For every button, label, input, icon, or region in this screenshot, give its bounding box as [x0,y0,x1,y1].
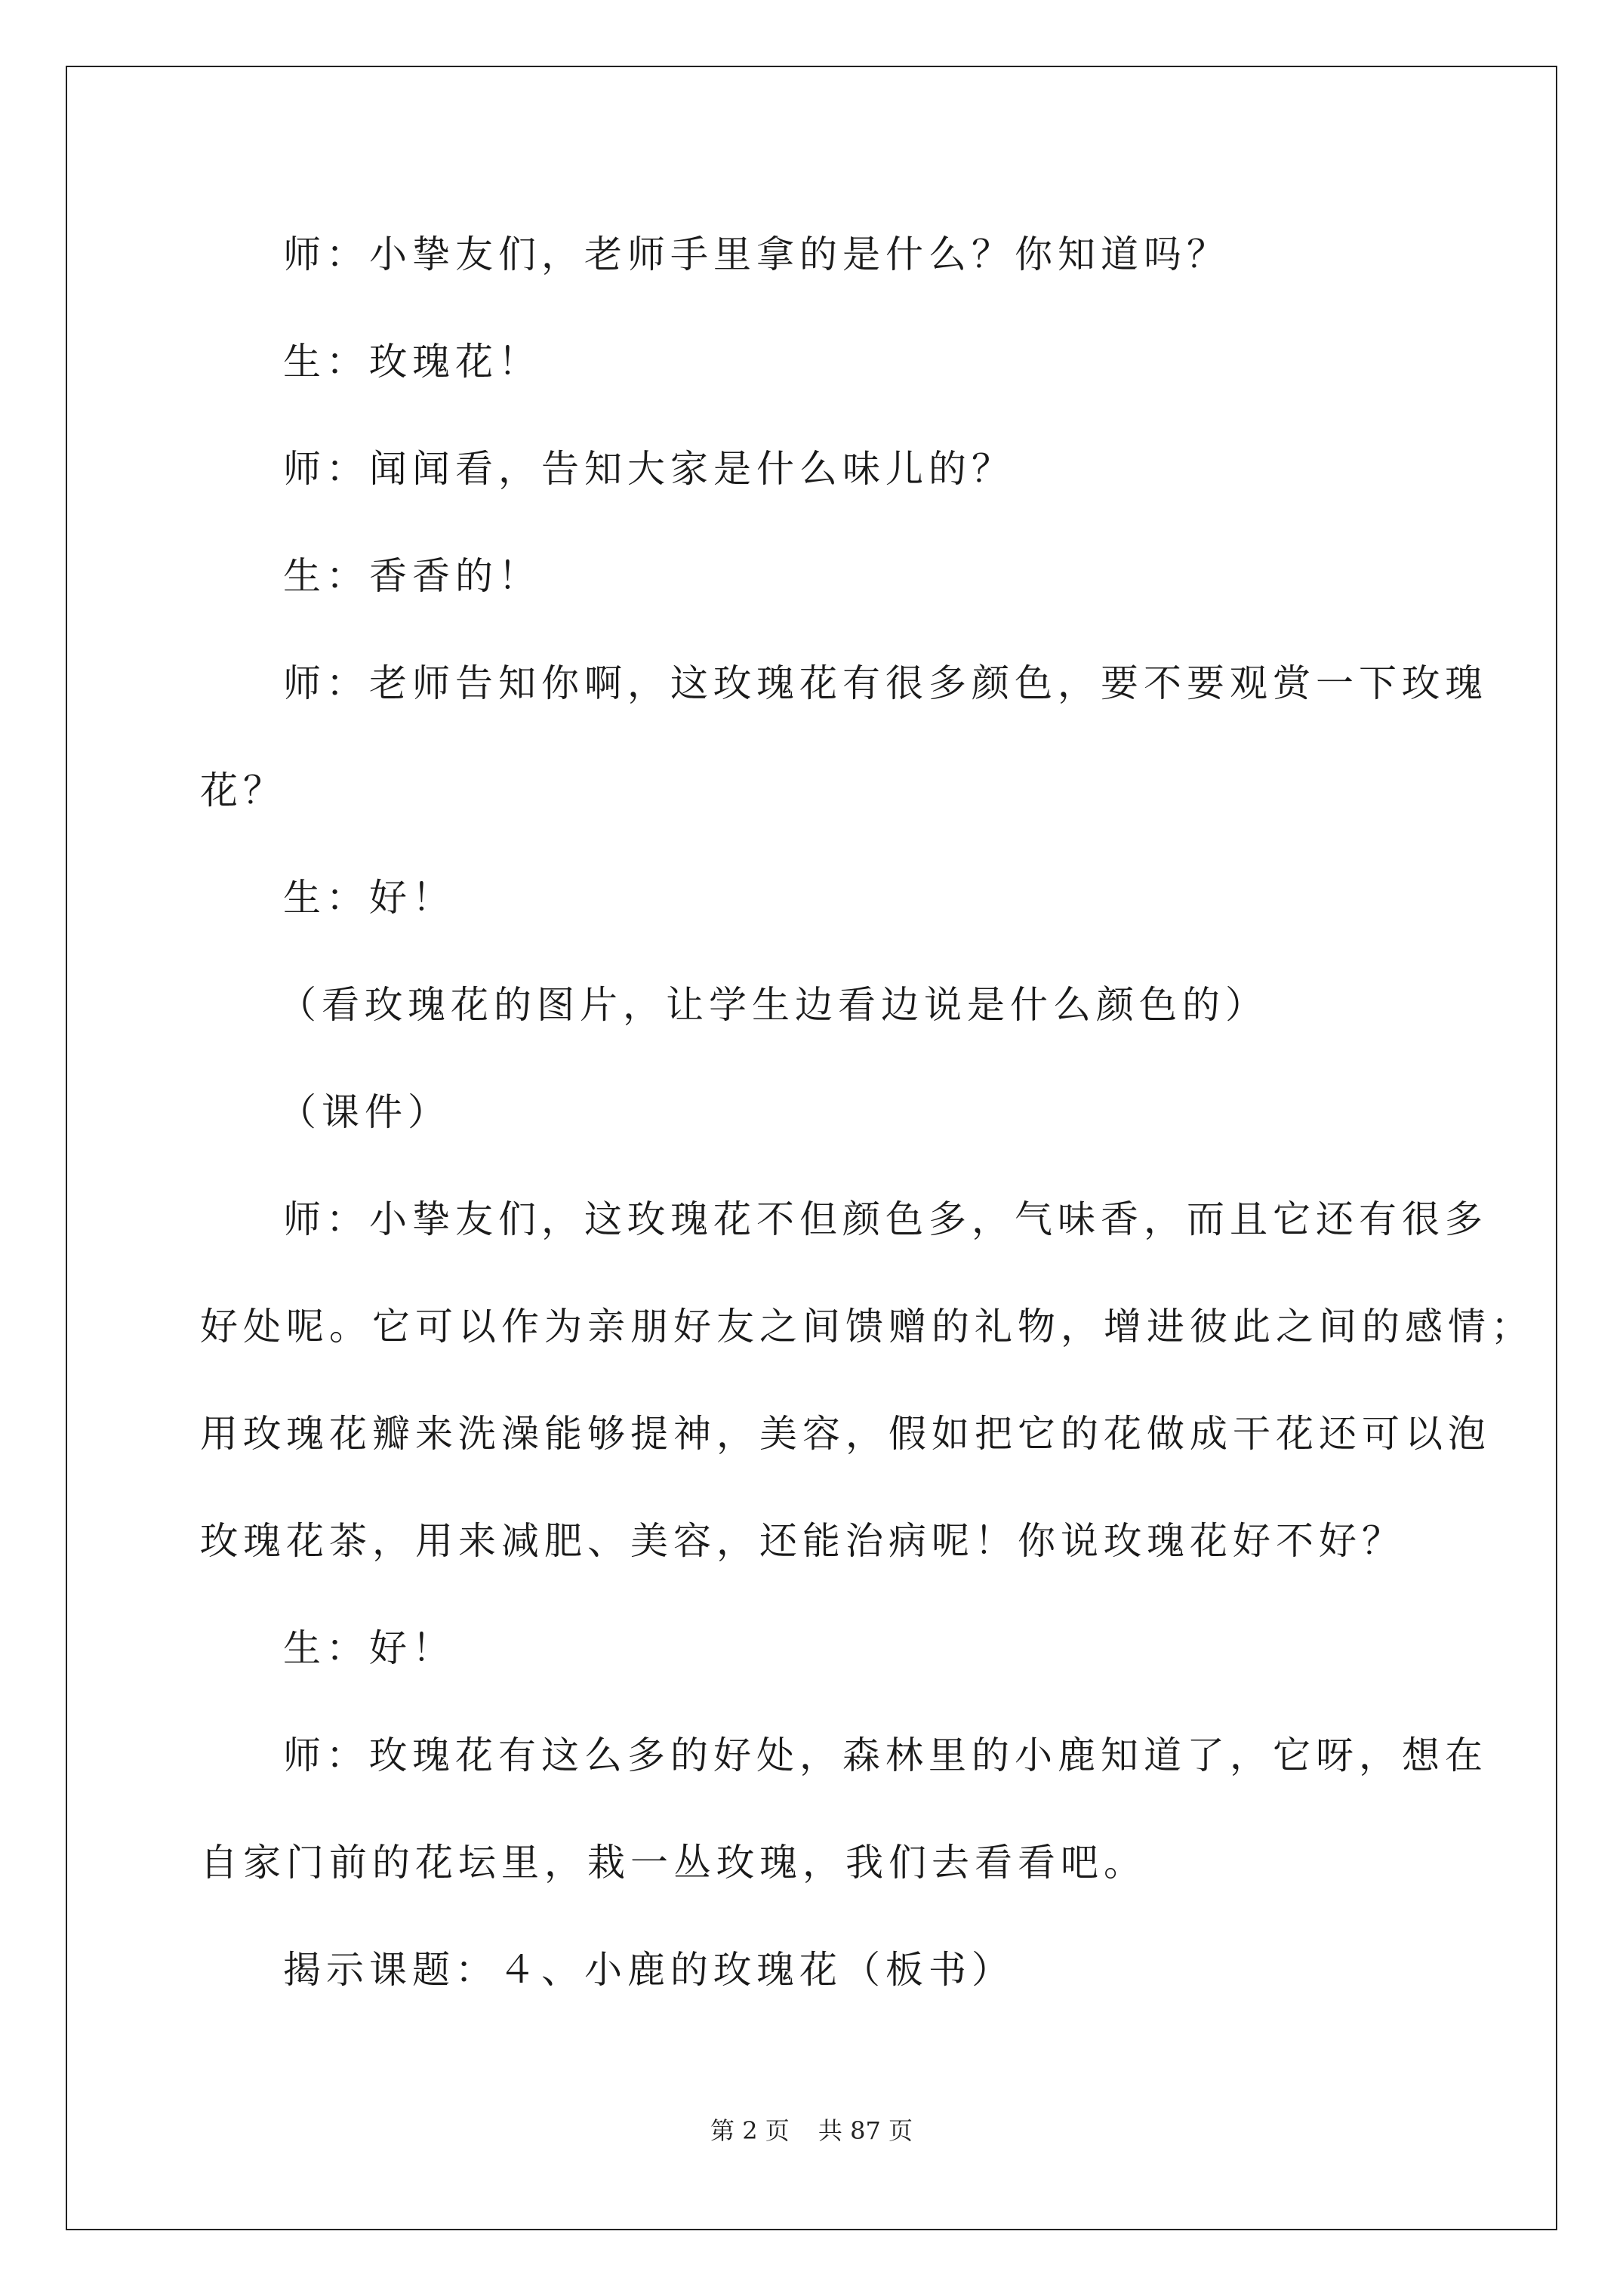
dialogue-line: 师：闻闻看，告知大家是什么味儿的？ [283,447,1015,491]
dialogue-line: 师：小挚友们，老师手里拿的是什么？你知道吗？ [283,233,1230,276]
stage-direction: （课件） [279,1090,451,1134]
dialogue-line: 生：香香的！ [283,554,541,598]
dialogue-line: 用玫瑰花瓣来洗澡能够提神，美容，假如把它的花做成干花还可以泡 [200,1412,1491,1456]
dialogue-line: 生：好！ [283,876,455,920]
dialogue-line: 师：小挚友们，这玫瑰花不但颜色多，气味香，而且它还有很多 [283,1197,1488,1241]
dialogue-line: 玫瑰花茶，用来减肥、美容，还能治病呢！你说玫瑰花好不好？ [200,1519,1405,1563]
dialogue-line: 好处呢。它可以作为亲朋好友之间馈赠的礼物，增进彼此之间的感情； [200,1305,1534,1348]
page-footer [0,2112,1623,2147]
stage-direction: （看玫瑰花的图片，让学生边看边说是什么颜色的） [279,983,1268,1027]
dialogue-line: 生：玫瑰花！ [283,340,541,384]
dialogue-line: 花？ [200,769,286,812]
dialogue-line: 生：好！ [283,1626,455,1670]
dialogue-line: 师：老师告知你啊，这玫瑰花有很多颜色，要不要观赏一下玫瑰 [283,661,1488,705]
dialogue-line: 自家门前的花坛里，栽一丛玫瑰，我们去看看吧。 [200,1841,1147,1885]
page-number: 第 2 页 [710,2116,790,2145]
lesson-title-line: 揭示课题：４、小鹿的玫瑰花（板书） [283,1948,1015,1992]
page-total: 共 87 页 [818,2116,913,2145]
dialogue-line: 师：玫瑰花有这么多的好处，森林里的小鹿知道了，它呀，想在 [283,1734,1488,1777]
